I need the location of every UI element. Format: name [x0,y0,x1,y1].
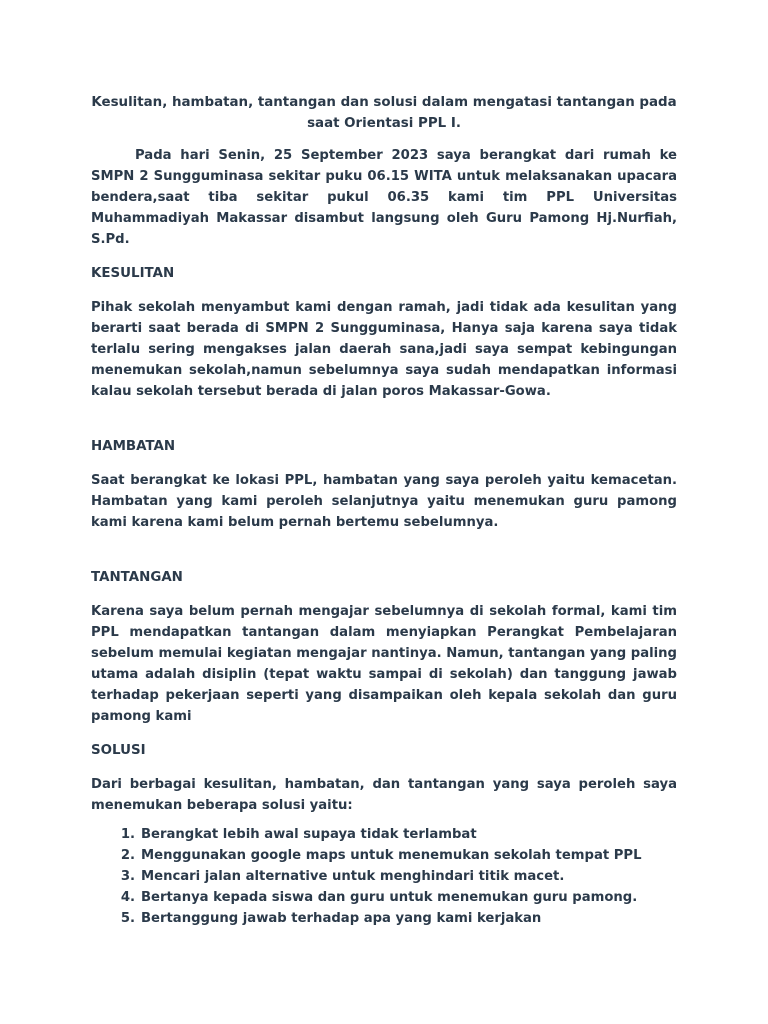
list-item [91,908,677,929]
spacer [91,402,677,436]
list-item-number: 3. [120,869,135,884]
spacer [91,284,677,297]
intro-paragraph: Pada hari Senin, 25 September 2023 saya berangkat dari rumah ke SMPN 2 Sungguminasa sekitar puku 06.15 WITA untuk melaksanakan upacara bendera,saat tiba sekitar pukul 06.35 kami tim PPL Universitas Muhammadiyah Makassar disambut langsung oleh Guru Pamong Hj.Nurfiah, S.Pd. [91,148,677,247]
solution-list [91,824,677,929]
list-item-number: 4. [120,890,135,905]
list-item-text: Mencari jalan alternative untuk menghindari titik macet. [141,869,565,884]
list-item-number: 2. [120,848,135,863]
kesulitan-paragraph: Pihak sekolah menyambut kami dengan ramah, jadi tidak ada kesulitan yang berarti saat berada di SMPN 2 Sungguminasa, Hanya saja karena saya tidak terlalu sering mengakses jalan daerah sana,jadi saya sempat kebingungan menemukan sekolah,namun sebelumnya saya sudah mendapatkan informasi kalau sekolah tersebut berada di jalan poros Makassar-Gowa. [91,300,677,399]
solusi-paragraph: Dari berbagai kesulitan, hambatan, dan tantangan yang saya peroleh saya menemukan beberapa solusi yaitu: [91,777,677,813]
spacer [91,761,677,774]
hambatan-paragraph: Saat berangkat ke lokasi PPL, hambatan yang saya peroleh yaitu kemacetan. Hambatan yang kami peroleh selanjutnya yaitu menemukan guru pamong kami karena kami belum pernah bertemu sebelumnya. [91,473,677,530]
solusi-heading: SOLUSI [91,743,146,758]
list-item [91,824,677,845]
list-item-text: Menggunakan google maps untuk menemukan sekolah tempat PPL [141,848,642,863]
document-page [91,92,677,929]
spacer [91,250,677,263]
list-item-number: 5. [120,911,135,926]
list-item [91,845,677,866]
tantangan-heading: TANTANGAN [91,570,183,585]
spacer [91,533,677,567]
spacer [91,457,677,470]
tantangan-paragraph: Karena saya belum pernah mengajar sebelumnya di sekolah formal, kami tim PPL mendapatkan tantangan dalam menyiapkan Perangkat Pembelajaran sebelum memulai kegiatan mengajar nantinya. Namun, tantangan yang paling utama adalah disiplin (tepat waktu sampai di sekolah) dan tanggung jawab terhadap pekerjaan seperti yang disampaikan oleh kepala sekolah dan guru pamong kami [91,604,677,724]
spacer [91,727,677,740]
kesulitan-heading: KESULITAN [91,266,175,281]
list-item-text: Bertanggung jawab terhadap apa yang kami kerjakan [141,911,542,926]
list-item-number: 1. [120,827,135,842]
hambatan-heading: HAMBATAN [91,439,176,454]
spacer [91,816,677,824]
spacer [91,588,677,601]
list-item-text: Bertanya kepada siswa dan guru untuk menemukan guru pamong. [141,890,638,905]
list-item [91,887,677,908]
list-item-text: Berangkat lebih awal supaya tidak terlambat [141,827,477,842]
document-title: Kesulitan, hambatan, tantangan dan solusi dalam mengatasi tantangan pada saat Orientasi PPL I. [91,95,677,131]
list-item [91,866,677,887]
